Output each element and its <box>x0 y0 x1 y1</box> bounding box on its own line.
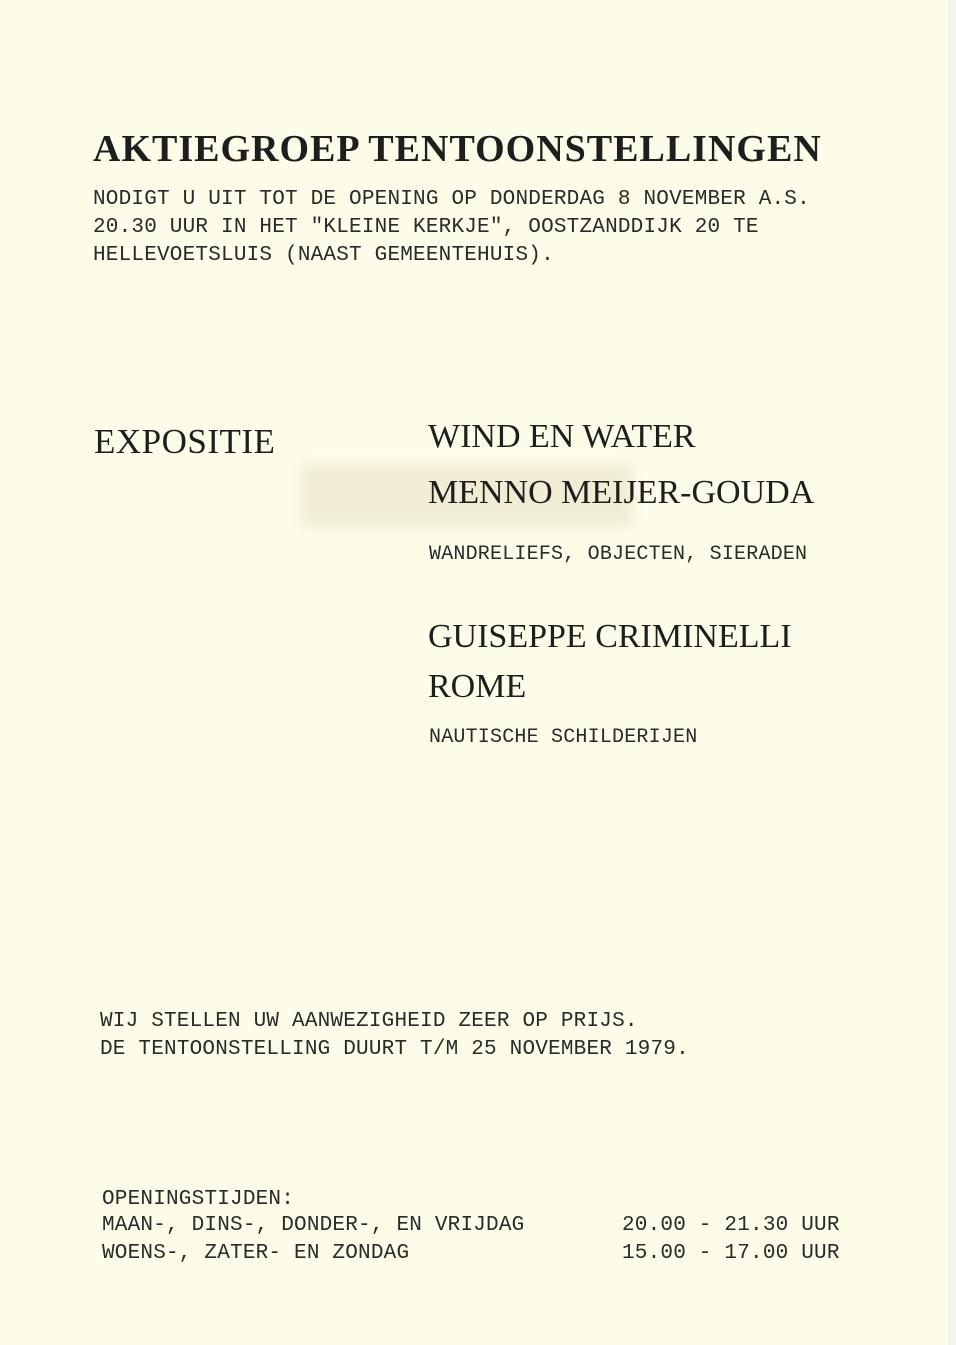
intro-line: NODIGT U UIT TOT DE OPENING OP DONDERDAG 8 NOVEMBER A.S. <box>93 188 810 211</box>
exhibition-label: EXPOSITIE <box>94 422 276 461</box>
artist-works: WANDRELIEFS, OBJECTEN, SIERADEN <box>429 543 808 566</box>
opening-hours-heading: OPENINGSTIJDEN: <box>102 1188 295 1211</box>
artist-name: GUISEPPE CRIMINELLI <box>428 618 792 655</box>
exhibition-theme: WIND EN WATER <box>428 418 696 455</box>
hours-row-days: WOENS-, ZATER- EN ZONDAG <box>102 1242 410 1265</box>
hours-row-time: 20.00 - 21.30 UUR <box>622 1214 840 1237</box>
page-title: AKTIEGROEP TENTOONSTELLINGEN <box>93 128 822 170</box>
artist-works: NAUTISCHE SCHILDERIJEN <box>429 726 698 749</box>
intro-text <box>93 186 810 270</box>
intro-line: 20.30 UUR IN HET "KLEINE KERKJE", OOSTZANDDIJK 20 TE <box>93 216 759 239</box>
hours-row-time: 15.00 - 17.00 UUR <box>622 1242 840 1265</box>
hours-row-days: MAAN-, DINS-, DONDER-, EN VRIJDAG <box>102 1214 525 1237</box>
intro-line: HELLEVOETSLUIS (NAAST GEMEENTEHUIS). <box>93 244 554 267</box>
closing-text <box>100 1008 689 1064</box>
artist-city: ROME <box>428 668 527 705</box>
closing-line: DE TENTOONSTELLING DUURT T/M 25 NOVEMBER 1979. <box>100 1038 689 1061</box>
closing-line: WIJ STELLEN UW AANWEZIGHEID ZEER OP PRIJS. <box>100 1010 638 1033</box>
artist-name: MENNO MEIJER-GOUDA <box>428 474 815 511</box>
page-edge <box>948 0 956 1345</box>
